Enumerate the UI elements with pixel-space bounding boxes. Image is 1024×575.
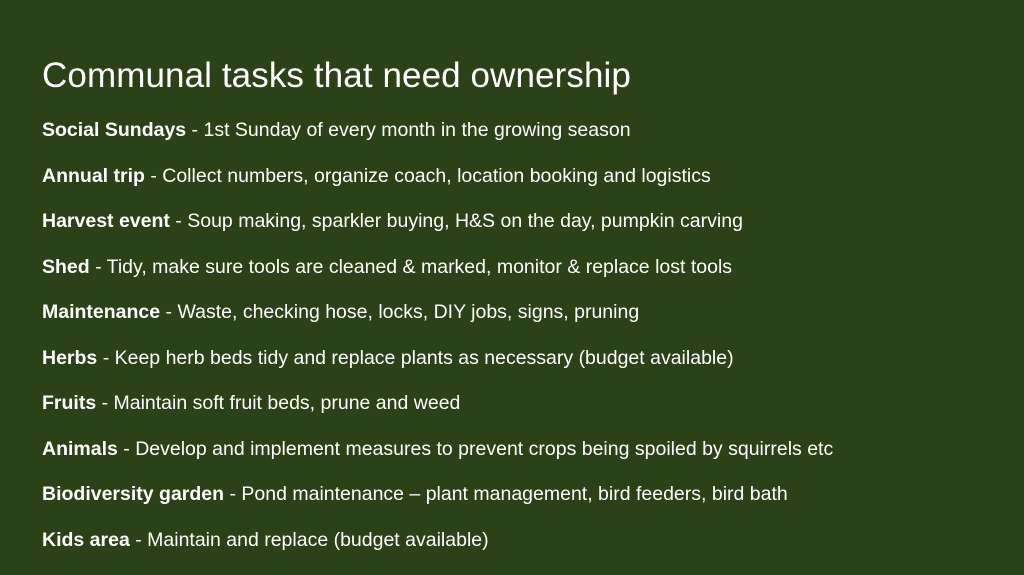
task-description: - Waste, checking hose, locks, DIY jobs, signs, pruning [160,301,640,323]
task-description: - Collect numbers, organize coach, location booking and logistics [144,164,711,187]
task-description: - Pond maintenance – plant management, bird feeders, bird bath [224,483,788,505]
list-item [42,438,984,461]
task-description: - 1st Sunday of every month in the growing season [186,119,631,141]
task-term: Annual trip [42,164,145,187]
task-term: Fruits [42,392,97,414]
task-description: - Maintain and replace (budget available) [129,528,489,551]
task-description: - Keep herb beds tidy and replace plants as necessary (budget available) [97,346,734,369]
list-item [42,165,984,188]
task-description: - Tidy, make sure tools are cleaned & marked, monitor & replace lost tools [89,255,733,278]
list-item [42,119,984,142]
page-title: Communal tasks that need ownership [42,56,631,95]
task-term: Animals [42,437,118,460]
task-description: - Maintain soft fruit beds, prune and weed [96,392,461,414]
list-item [42,392,984,415]
list-item [42,210,984,233]
list-item [42,256,984,279]
list-item [42,483,984,506]
task-description: - Develop and implement measures to prevent crops being spoiled by squirrels etc [117,437,834,460]
task-term: Social Sundays [42,119,187,141]
task-term: Biodiversity garden [42,483,225,505]
list-item [42,301,984,324]
task-list [42,119,984,552]
list-item [42,529,984,552]
task-term: Kids area [42,528,130,551]
task-term: Harvest event [42,210,170,232]
task-term: Shed [42,255,90,278]
task-term: Herbs [42,346,98,369]
task-description: - Soup making, sparkler buying, H&S on the day, pumpkin carving [169,210,743,232]
task-term: Maintenance [42,301,161,323]
list-item [42,347,984,370]
